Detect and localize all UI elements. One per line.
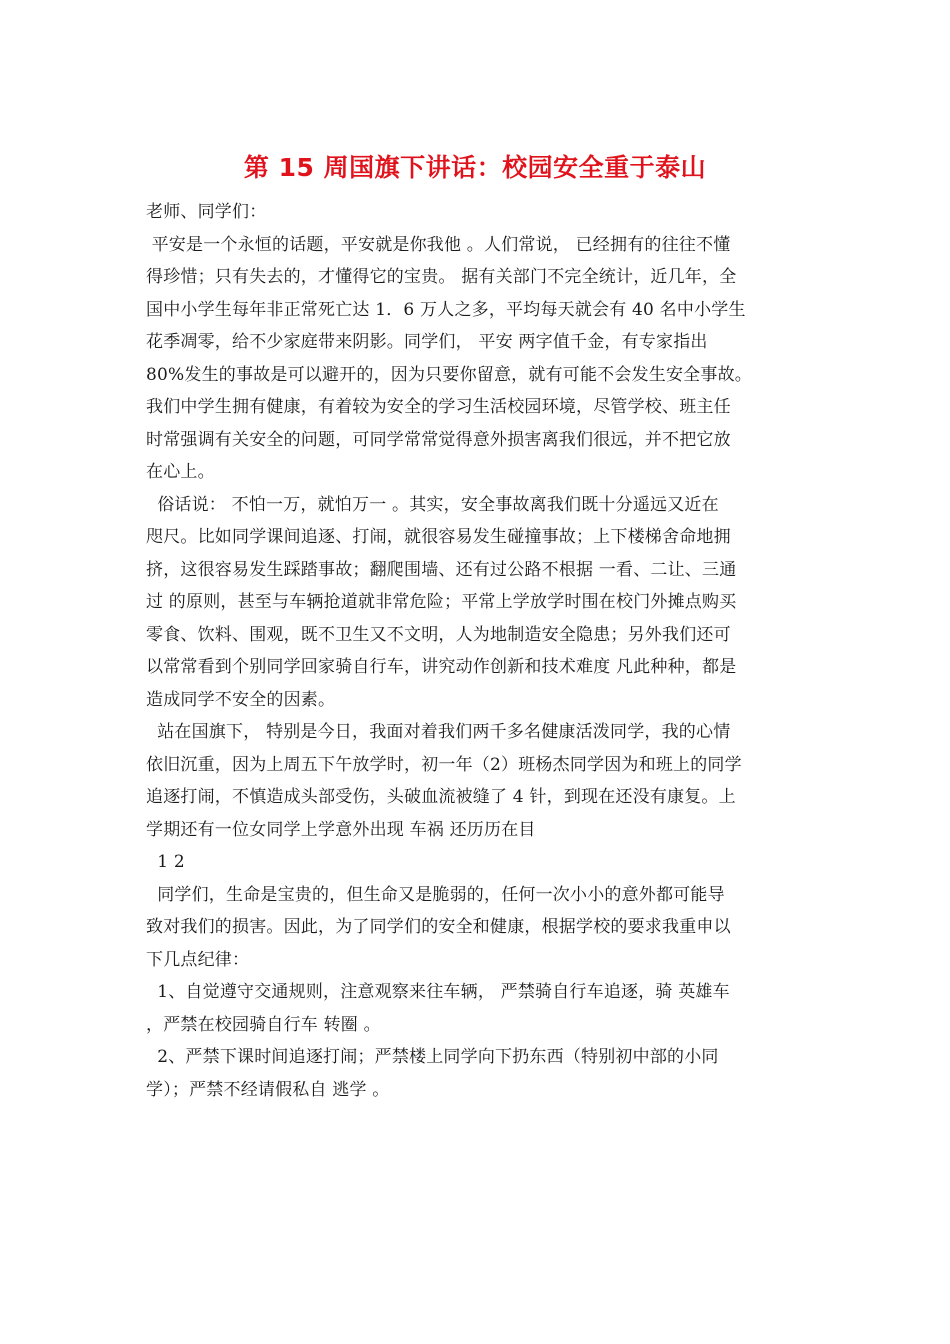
text-line: 过 的原则，甚至与车辆抢道就非常危险；平常上学放学时围在校门外摊点购买 [146,592,737,612]
text-line: 零食、饮料、围观，既不卫生又不文明，人为地制造安全隐患；另外我们还可 [146,624,731,645]
text-line: 挤，这很容易发生踩踏事故；翻爬围墙、还有过公路不根据 一看、二让、三通 [146,559,737,580]
text-line: 2、严禁下课时间追逐打闹；严禁楼上同学向下扔东西（特别初中部的小同 [146,1047,719,1067]
text-line: ，严禁在校园骑自行车 转圈 。 [146,1014,381,1035]
text-line: 花季凋零，给不少家庭带来阴影。同学们， 平安 两字值千金，有专家指出 [146,332,708,352]
text-line: 1、自觉遵守交通规则，注意观察来往车辆， 严禁骑自行车追逐，骑 英雄车 [146,982,730,1002]
text-line: 时常强调有关安全的问题，可同学常常觉得意外损害离我们很远，并不把它放 [146,429,731,450]
text-line: 平安是一个永恒的话题，平安就是你我他 。人们常说， 已经拥有的往往不懂 [146,234,731,255]
text-line: 在心上。 [146,462,215,482]
text-line: 追逐打闹，不慎造成头部受伤，头破血流被缝了 4 针，到现在还没有康复。上 [146,787,736,807]
text-line: 我们中学生拥有健康，有着较为安全的学习生活校园环境，尽管学校、班主任 [146,397,731,417]
text-line: 咫尺。比如同学课间追逐、打闹，就很容易发生碰撞事故；上下楼梯舍命地拥 [146,527,731,547]
document-title: 第 15 周国旗下讲话：校园安全重于泰山 [243,153,707,182]
text-line: 下几点纪律： [146,949,250,970]
text-line: 同学们，生命是宝贵的，但生命又是脆弱的，任何一次小小的意外都可能导 [146,884,725,905]
text-line: 站在国旗下， 特别是今日，我面对着我们两千多名健康活泼同学，我的心情 [146,722,731,742]
text-line: 得珍惜；只有失去的，才懂得它的宝贵。 据有关部门不完全统计，近几年，全 [146,267,737,287]
text-line: 80%发生的事故是可以避开的，因为只要你留意，就有可能不会发生安全事故。 [146,364,752,385]
text-line: 以常常看到个别同学回家骑自行车，讲究动作创新和技术难度 凡此种种，都是 [146,657,737,677]
text-line: 俗话说： 不怕一万，就怕万一 。其实，安全事故离我们既十分遥远又近在 [146,494,719,515]
text-line: 致对我们的损害。因此，为了同学们的安全和健康，根据学校的要求我重申以 [146,917,731,937]
text-line: 1 2 [146,852,185,872]
text-line: 依旧沉重，因为上周五下午放学时，初一年（2）班杨杰同学因为和班上的同学 [146,754,742,775]
text-line: 国中小学生每年非正常死亡达 1．6 万人之多，平均每天就会有 40 名中小学生 [146,299,746,320]
document-body [146,196,816,1106]
text-line: 老师、同学们： [146,202,267,222]
text-line: 学期还有一位女同学上学意外出现 车祸 还历历在目 [146,819,536,840]
text-line: 造成同学不安全的因素。 [146,689,336,710]
text-line: 学）；严禁不经请假私自 逃学 。 [146,1079,390,1100]
